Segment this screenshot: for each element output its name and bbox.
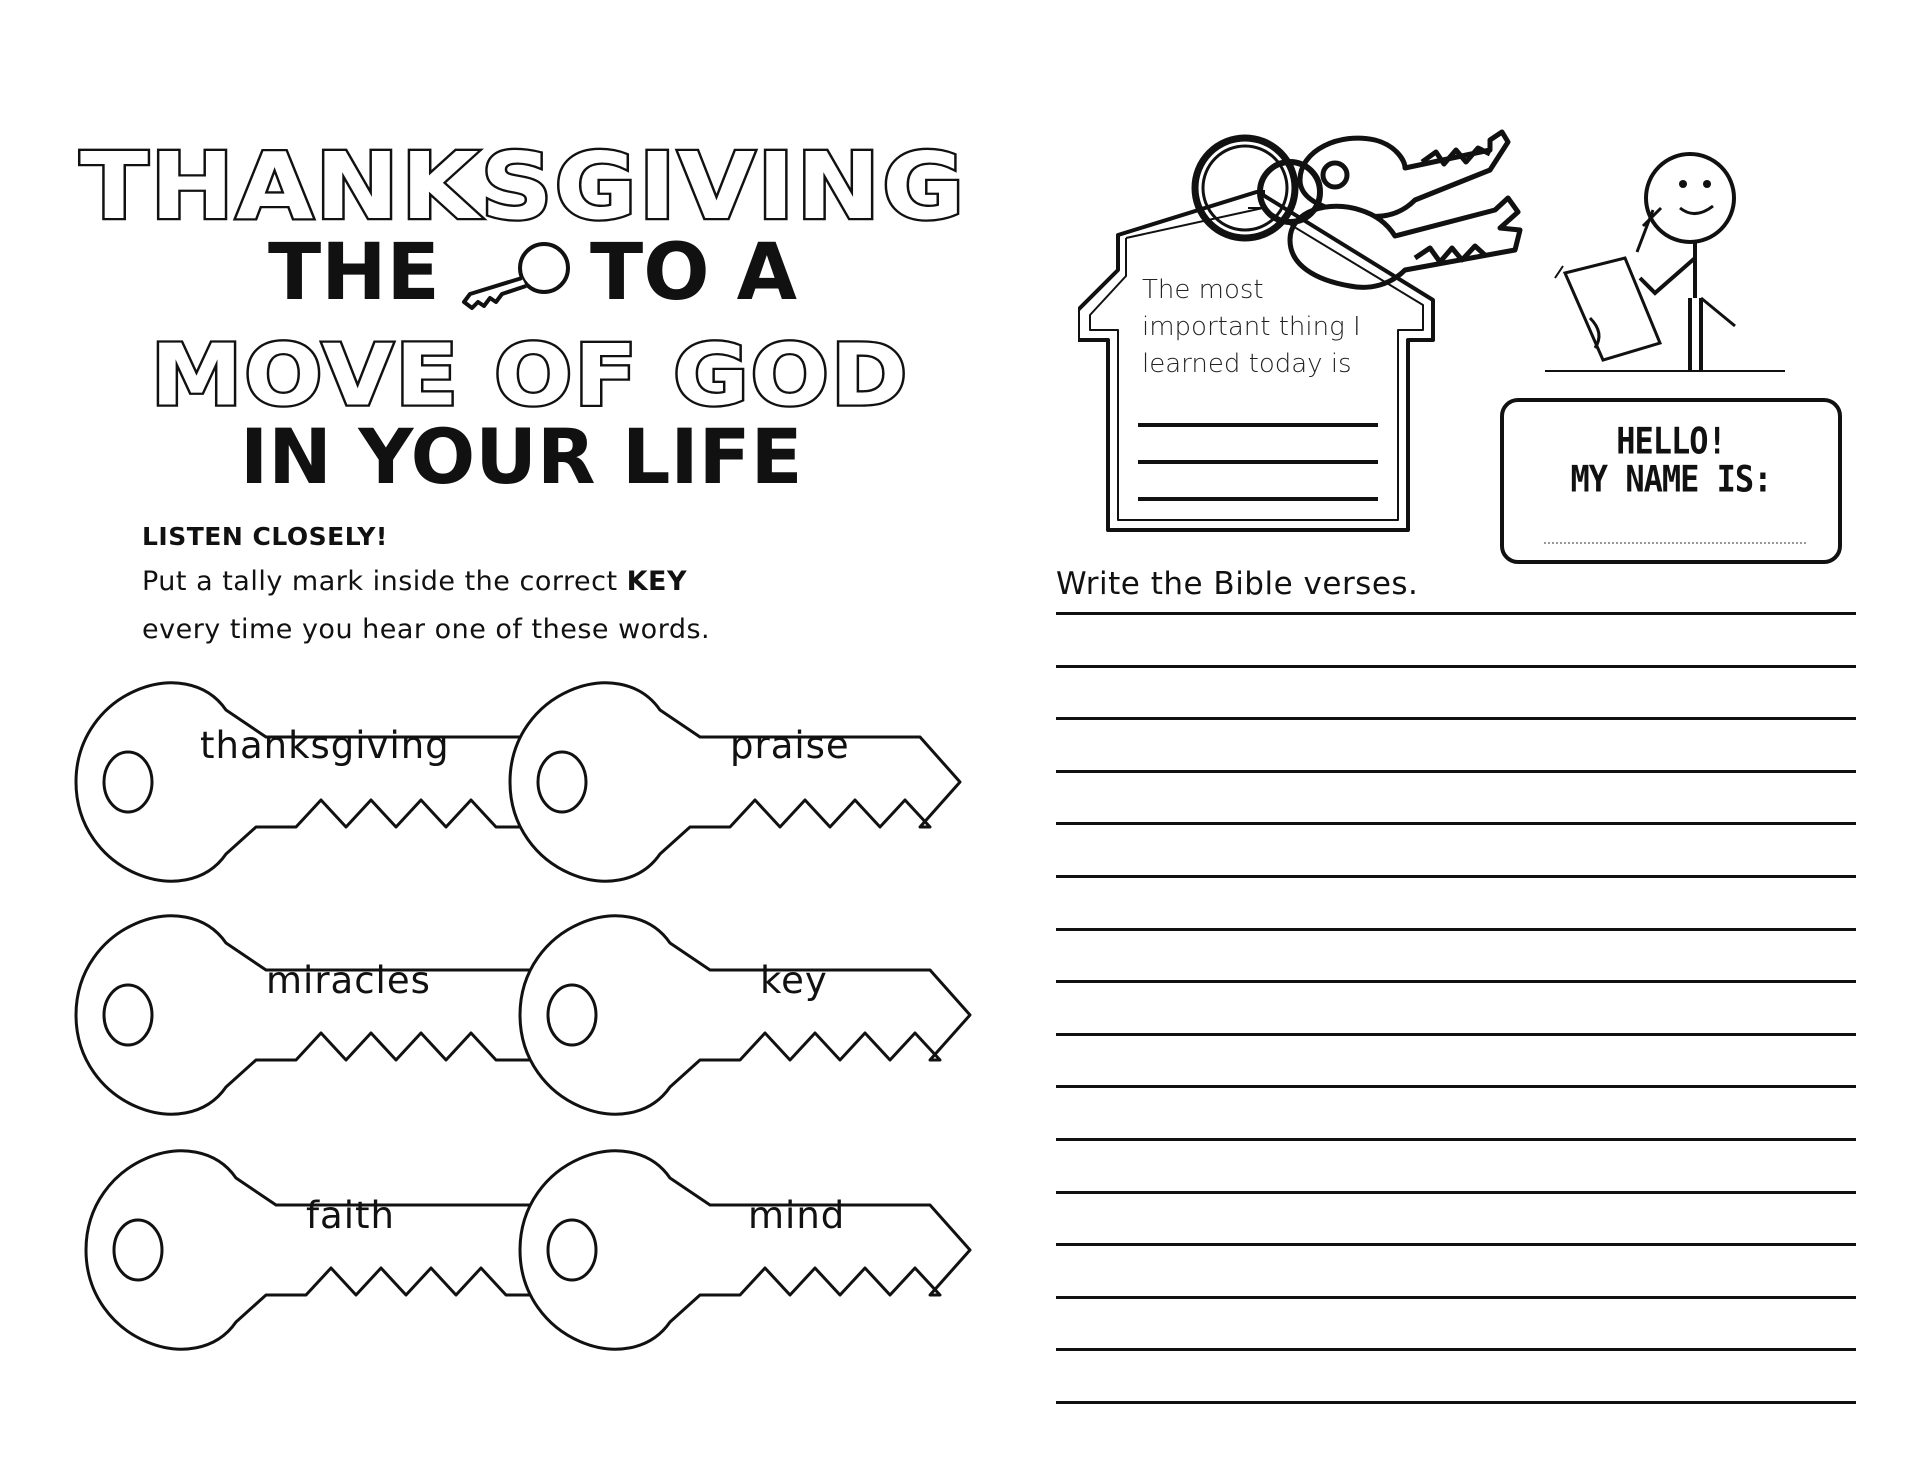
key-shape-2[interactable]: [510, 672, 930, 902]
name-tag-write-line[interactable]: [1544, 542, 1806, 544]
key-shape-3[interactable]: [76, 905, 496, 1135]
writing-line[interactable]: [1056, 928, 1856, 931]
house-text-line-1: The most: [1142, 275, 1264, 305]
writing-line[interactable]: [1056, 770, 1856, 773]
title-thanksgiving: THANKSGIVING: [80, 132, 967, 241]
writing-line[interactable]: [1056, 875, 1856, 878]
key-hole: [104, 985, 152, 1045]
key-word-5: faith: [306, 1194, 395, 1237]
key-outline-4: [520, 905, 940, 1135]
key-shape-4[interactable]: [520, 905, 940, 1135]
instructions-line-2: every time you hear one of these words.: [142, 614, 711, 645]
key-shape-5[interactable]: [86, 1140, 506, 1370]
instructions-line-1-text: Put a tally mark inside the correct: [142, 566, 627, 597]
key-hole: [548, 1220, 596, 1280]
key-outline-1: [76, 672, 496, 902]
key-outline-3: [76, 905, 496, 1135]
key-word-3: miracles: [266, 959, 431, 1002]
key-icon: [456, 236, 576, 316]
writing-line[interactable]: [1056, 1138, 1856, 1141]
ground-line: [1545, 370, 1785, 372]
bible-verses-lines: [1056, 612, 1856, 1412]
writing-line[interactable]: [1056, 1348, 1856, 1351]
writing-line[interactable]: [1056, 822, 1856, 825]
key-outline-6: [520, 1140, 940, 1370]
writing-line[interactable]: [1056, 1401, 1856, 1404]
key-outline-5: [86, 1140, 506, 1370]
instructions-heading: LISTEN CLOSELY!: [142, 522, 388, 551]
name-tag: [1500, 398, 1842, 564]
key-hole: [538, 752, 586, 812]
name-tag-hello: HELLO!: [1616, 419, 1726, 463]
key-hole: [114, 1220, 162, 1280]
key-outline-2: [510, 672, 930, 902]
instructions-keyword: KEY: [626, 566, 688, 597]
writing-line[interactable]: [1056, 1191, 1856, 1194]
writing-line[interactable]: [1056, 1033, 1856, 1036]
key-hole: [104, 752, 152, 812]
writing-line[interactable]: [1056, 1243, 1856, 1246]
title-to-a: TO A: [590, 228, 798, 318]
house-text-line-3: learned today is: [1142, 349, 1352, 379]
writing-line[interactable]: [1056, 1296, 1856, 1299]
title-in-your-life: IN YOUR LIFE: [240, 412, 803, 501]
bible-verses-title: Write the Bible verses.: [1056, 566, 1419, 602]
stick-figure-writing-icon: [1535, 148, 1795, 373]
key-word-1: thanksgiving: [200, 724, 450, 767]
house-text-line-2: important thing I: [1142, 312, 1361, 342]
name-tag-my-name-is: MY NAME IS:: [1570, 457, 1772, 501]
key-word-6: mind: [748, 1194, 846, 1237]
key-word-4: key: [760, 959, 828, 1002]
instructions-line-1: [142, 566, 687, 597]
key-shape-6[interactable]: [520, 1140, 940, 1370]
writing-line[interactable]: [1056, 1085, 1856, 1088]
title-the: THE: [268, 228, 440, 318]
title-move-of-god: MOVE OF GOD: [150, 326, 910, 425]
key-word-2: praise: [730, 724, 850, 767]
writing-line[interactable]: [1056, 612, 1856, 615]
writing-line[interactable]: [1056, 980, 1856, 983]
key-hole: [548, 985, 596, 1045]
key-shape-1[interactable]: [76, 672, 496, 902]
writing-line[interactable]: [1056, 717, 1856, 720]
writing-line[interactable]: [1056, 665, 1856, 668]
